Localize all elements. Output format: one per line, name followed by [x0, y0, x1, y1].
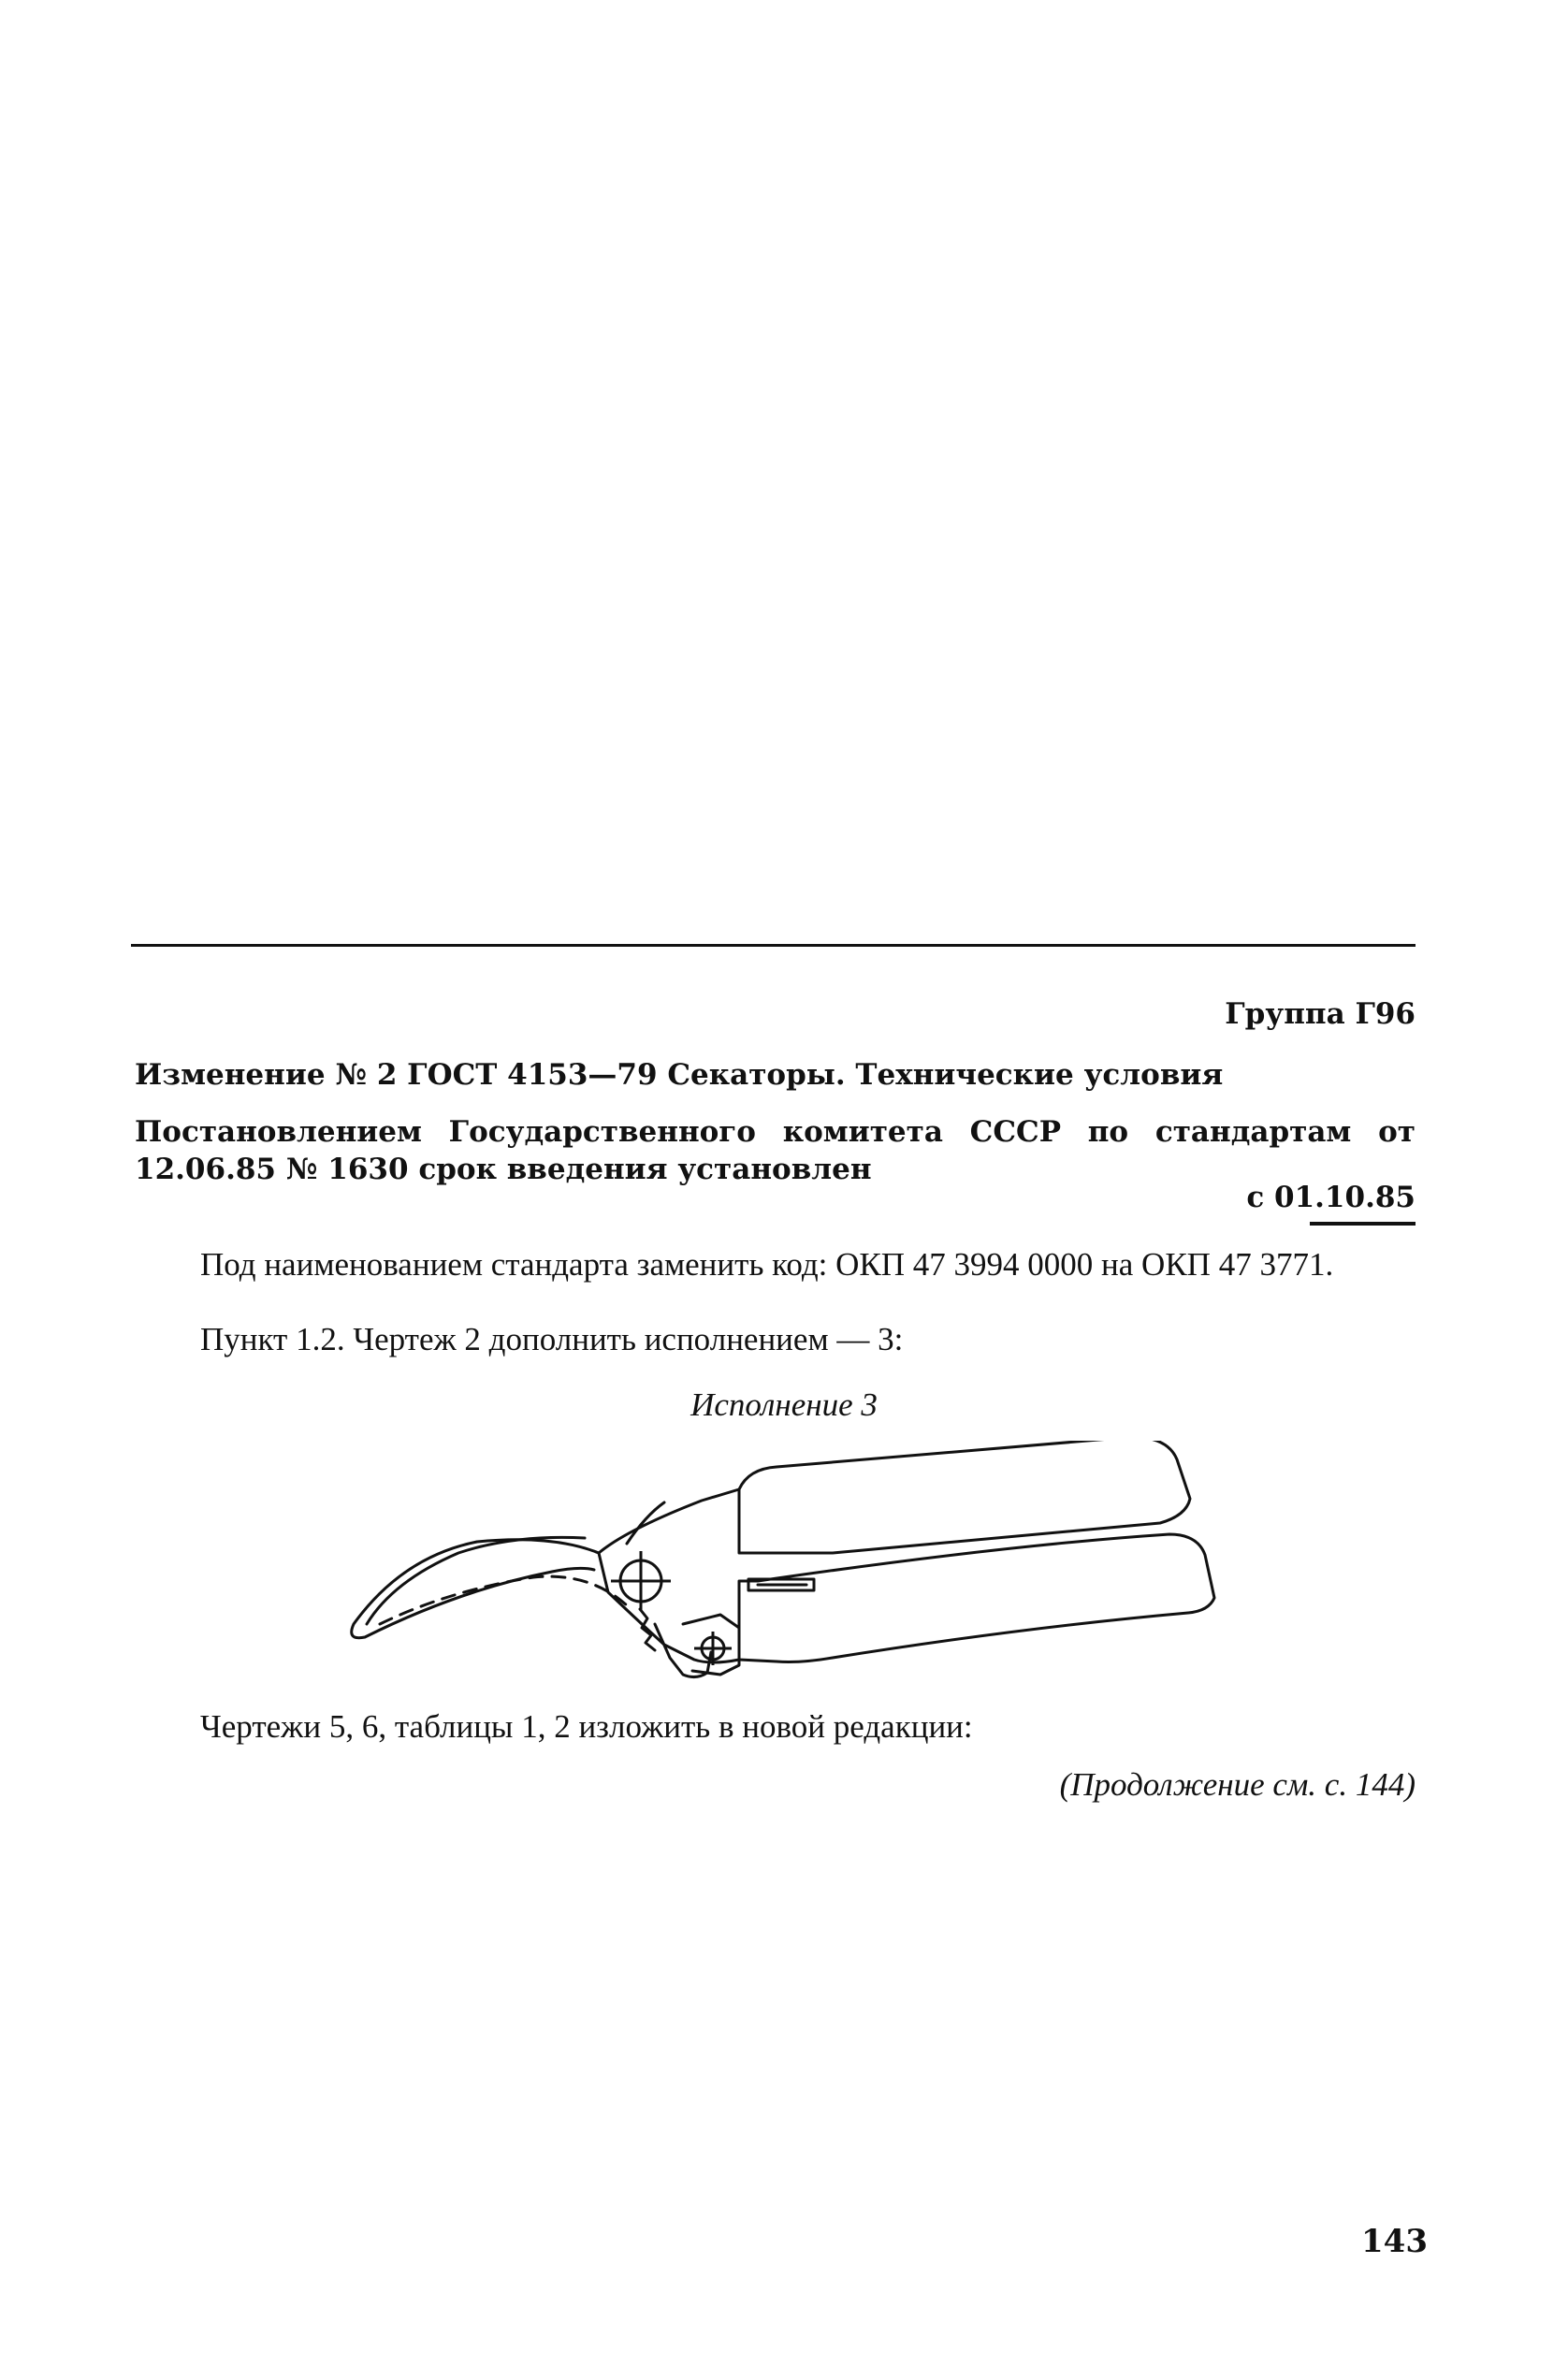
upper-handle: [739, 1441, 1190, 1553]
decree-text: Постановлением Государственного комитета СССР по стандартам от 12.06.85 № 1630 срок введения установлен: [135, 1115, 1416, 1186]
page-number: 143: [1361, 2223, 1428, 2260]
paragraph-okp: Под наименованием стандарта заменить код: ОКП 47 3994 0000 на ОКП 47 3771.: [200, 1246, 1334, 1283]
top-rule: [131, 944, 1416, 947]
effective-date: с 01.10.85: [1246, 1181, 1416, 1214]
figure-caption: Исполнение 3: [690, 1386, 878, 1423]
change-title: Изменение № 2 ГОСТ 4153—79 Секаторы. Технические условия: [135, 1058, 1224, 1092]
continuation-note: (Продолжение см. с. 144): [1059, 1766, 1416, 1803]
paragraph-item-1-2: Пункт 1.2. Чертеж 2 дополнить исполнением — 3:: [200, 1321, 904, 1357]
paragraph-drawings: Чертежи 5, 6, таблицы 1, 2 изложить в новой редакции:: [200, 1708, 973, 1745]
date-underline: [1310, 1222, 1416, 1226]
pruner-drawing: [346, 1441, 1254, 1693]
group-label: Группа Г96: [1225, 997, 1416, 1031]
